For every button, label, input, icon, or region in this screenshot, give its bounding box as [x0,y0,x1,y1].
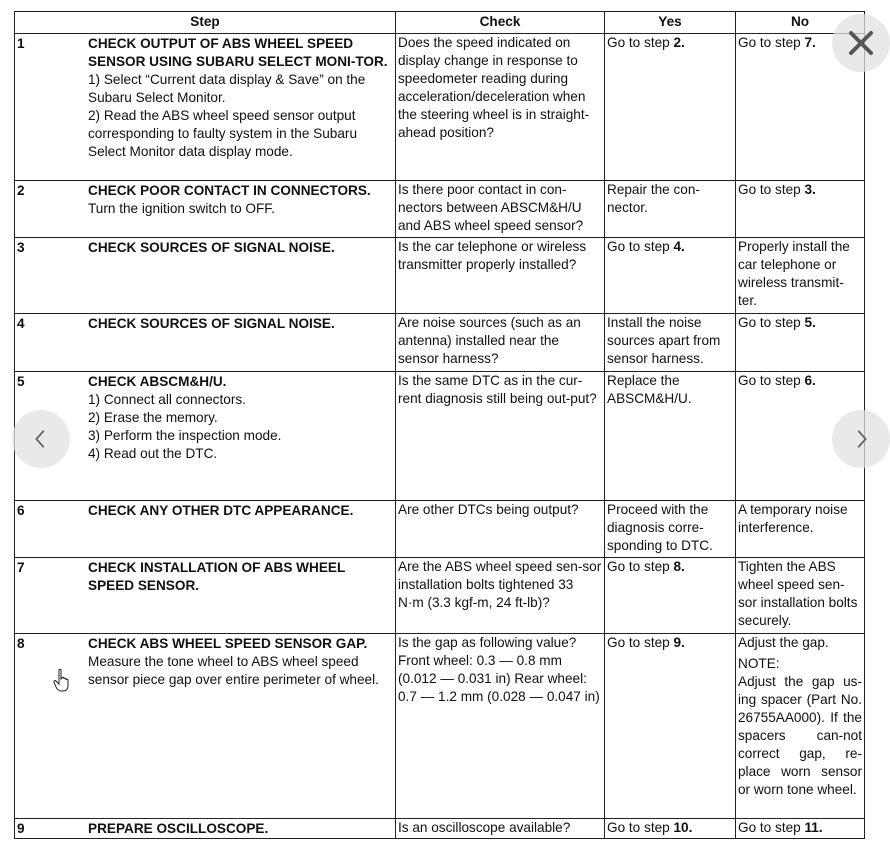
yes-cell [605,314,736,372]
step-cell [15,501,396,558]
step-number: 3 [17,240,25,255]
yes-cell [605,501,736,558]
step-cell [15,238,396,314]
check-cell: Are noise sources (such as an antenna) installed near the sensor harness? [396,314,605,372]
header-step: Step [15,12,396,34]
step-number: 5 [17,374,25,389]
note-label: NOTE: [738,656,780,671]
yes-text: Install the noise sources apart from sensor harness. [607,315,721,366]
no-step-ref: 3. [804,182,816,197]
no-text: Properly install the car telephone or wireless transmit-ter. [738,239,850,308]
no-cell [736,819,865,839]
no-cell [736,501,865,558]
yes-text: Replace the ABSCM&H/U. [607,373,692,406]
next-button[interactable] [832,410,890,468]
step-number: 1 [17,36,25,51]
table-row [15,558,865,634]
step-title: CHECK INSTALLATION OF ABS WHEEL SPEED SENSOR. [88,560,346,593]
table-row [15,181,865,238]
yes-text: Go to step [607,35,674,50]
step-cell [15,34,396,181]
no-cell [736,558,865,634]
chevron-left-icon [30,428,52,450]
check-cell: Is there poor contact in con-nectors between ABSCM&H/U and ABS wheel speed sensor? [396,181,605,238]
chevron-right-icon [850,428,872,450]
yes-text: Repair the con-nector. [607,182,700,215]
check-cell: Are the ABS wheel speed sen-sor installation bolts tightened 33 N·m (3.3 kgf-m, 24 ft-lb)? [396,558,605,634]
no-text: Go to step [738,182,805,197]
yes-step-ref: 9. [673,635,685,650]
yes-text: Go to step [607,820,674,835]
table-header-row [15,12,865,34]
yes-cell [605,558,736,634]
step-number: 7 [17,560,25,575]
yes-cell [605,372,736,501]
no-text: Tighten the ABS wheel speed sen-sor installation bolts securely. [738,559,858,628]
table-row [15,34,865,181]
step-title: CHECK ANY OTHER DTC APPEARANCE. [88,503,354,518]
check-cell: Is the same DTC as in the cur-rent diagnosis still being out-put? [396,372,605,501]
no-cell [736,181,865,238]
no-cell [736,634,865,819]
yes-cell [605,238,736,314]
step-number: 2 [17,183,25,198]
no-step-ref: 7. [804,35,816,50]
hand-pointer-icon [53,668,73,692]
yes-step-ref: 4. [673,239,685,254]
step-title: CHECK ABS WHEEL SPEED SENSOR GAP. [88,636,368,651]
no-step-ref: 11. [804,820,823,835]
step-instruction: 1) Select “Current data display & Save” on the Subaru Select Monitor. [88,72,366,105]
step-title: CHECK SOURCES OF SIGNAL NOISE. [88,240,335,255]
no-text: Go to step [738,35,805,50]
step-instruction: 3) Perform the inspection mode. [88,428,282,443]
step-number: 8 [17,636,25,651]
table-row [15,501,865,558]
note-text: Adjust the gap us-ing spacer (Part No. 26755AA000). If the spacers can-not correct gap, re-place worn sensor or worn tone wheel. [738,674,862,797]
no-cell [736,314,865,372]
step-title: CHECK OUTPUT OF ABS WHEEL SPEED SENSOR USING SUBARU SELECT MONI-TOR. [88,36,388,69]
previous-button[interactable] [12,410,70,468]
step-cell [15,181,396,238]
no-text: Go to step [738,373,805,388]
step-instruction: 4) Read out the DTC. [88,446,218,461]
check-cell: Are other DTCs being output? [396,501,605,558]
no-text: Go to step [738,820,805,835]
yes-text: Go to step [607,635,674,650]
yes-text: Proceed with the diagnosis corre-sponding to DTC. [607,502,713,553]
yes-cell [605,634,736,819]
yes-text: Go to step [607,239,674,254]
no-cell [736,238,865,314]
check-cell: Is the car telephone or wireless transmitter properly installed? [396,238,605,314]
step-cell [15,372,396,501]
step-instruction: Turn the ignition switch to OFF. [88,201,275,216]
close-icon [846,28,876,58]
no-text: Go to step [738,315,805,330]
step-instruction: Measure the tone wheel to ABS wheel speed sensor piece gap over entire perimeter of wheel. [88,654,379,687]
table-row [15,314,865,372]
step-cell [15,634,396,819]
yes-text: Go to step [607,559,674,574]
step-instruction: 2) Read the ABS wheel speed sensor output corresponding to faulty system in the Subaru Select Monitor data display mode. [88,108,358,159]
yes-cell [605,34,736,181]
table-row [15,634,865,819]
step-cell [15,819,396,839]
no-step-ref: 5. [804,315,816,330]
table-row [15,238,865,314]
step-instruction: 1) Connect all connectors. [88,392,246,407]
step-number: 4 [17,316,25,331]
table-row [15,372,865,501]
step-instruction: 2) Erase the memory. [88,410,218,425]
header-no: No [736,12,865,34]
step-title: PREPARE OSCILLOSCOPE. [88,821,269,836]
no-step-ref: 6. [804,373,816,388]
step-cell [15,314,396,372]
no-text: A temporary noise interference. [738,502,848,535]
header-check: Check [396,12,605,34]
yes-cell [605,181,736,238]
table-row [15,819,865,839]
check-cell: Is the gap as following value? Front wheel: 0.3 — 0.8 mm (0.012 — 0.031 in) Rear wheel: 0.7 — 1.2 mm (0.028 — 0.047 in) [396,634,605,819]
header-yes: Yes [605,12,736,34]
step-cell [15,558,396,634]
yes-step-ref: 10. [673,820,693,835]
yes-step-ref: 8. [673,559,685,574]
check-cell: Is an oscilloscope available? [396,819,605,839]
step-title: CHECK SOURCES OF SIGNAL NOISE. [88,316,335,331]
no-text: Adjust the gap. [738,635,829,650]
yes-cell [605,819,736,839]
close-button[interactable] [832,14,890,72]
yes-step-ref: 2. [673,35,685,50]
step-number: 9 [17,821,25,836]
diagnostic-table [14,11,865,839]
step-number: 6 [17,503,25,518]
check-cell: Does the speed indicated on display change in response to speedometer reading during acceleration/deceleration when the steering wheel is in straight-ahead position? [396,34,605,181]
step-title: CHECK POOR CONTACT IN CONNECTORS. [88,183,371,198]
step-title: CHECK ABSCM&H/U. [88,374,227,389]
